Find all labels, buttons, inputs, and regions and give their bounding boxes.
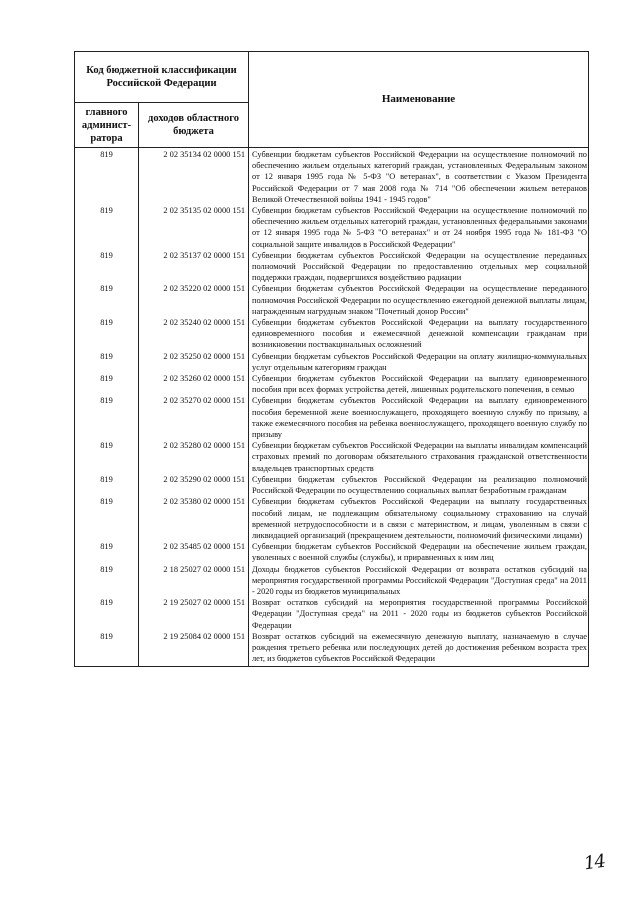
name-cell: Субвенции бюджетам субъектов Российской Федерации на реализацию полномочий Российской Федерации по осуществлению социальных выплат безработным гражданам (249, 474, 589, 496)
name-cell: Доходы бюджетов субъектов Российской Федерации от возврата остатков субсидий на мероприятия государственной программы Российской Федерации "Доступная среда" на 2011 - 2020 годы из бюджетов муниципальных (249, 564, 589, 598)
income-code-cell: 2 02 35290 02 0000 151 (139, 474, 249, 496)
name-cell: Субвенции бюджетам субъектов Российской Федерации на осуществление полномочий по обеспечению жильем отдельных категорий граждан, установленных федеральными законами от 12 января 1995 года № 5-ФЗ "О ветеранах" и от 24 ноября 1995 года № 181-ФЗ "О социальной защите инвалидов в Российской Федерации" (249, 205, 589, 250)
name-cell: Субвенции бюджетам субъектов Российской Федерации на выплату государственного единовременного пособия и ежемесячной денежной компенсации гражданам при возникновении поствакцинальных осложнений (249, 317, 589, 351)
table-header-row (75, 52, 589, 103)
income-code-cell: 2 02 35270 02 0000 151 (139, 395, 249, 440)
table-row (75, 631, 589, 667)
admin-code-cell: 819 (75, 373, 139, 395)
name-cell: Субвенции бюджетам субъектов Российской Федерации на осуществление полномочий по обеспечению жильем отдельных категорий граждан, установленных Федеральным законом от 12 января 1995 года № 5-ФЗ "О ветеранах", в соответствии с Указом Президента Российской Федерации от 7 мая 2008 года № 714 "Об обеспечении жильем ветеранов Великой Отечественной войны 1941 - 1945 годов" (249, 148, 589, 206)
income-code-cell: 2 02 35380 02 0000 151 (139, 496, 249, 541)
income-code-cell: 2 02 35220 02 0000 151 (139, 283, 249, 317)
table-row (75, 597, 589, 631)
header-budget-classification-code: Код бюджетной классификации Российской Федерации (75, 52, 249, 103)
name-cell: Возврат остатков субсидий на мероприятия государственной программы Российской Федерации "Доступная среда" на 2011 - 2020 годы из бюджетов субъектов Российской Федерации (249, 597, 589, 631)
table-row (75, 351, 589, 373)
name-cell: Возврат остатков субсидий на ежемесячную денежную выплату, назначаемую в случае рождения третьего ребенка или последующих детей до достижения ребенком возраста трех лет, из бюджетов субъектов Российской Федерации (249, 631, 589, 667)
admin-code-cell: 819 (75, 496, 139, 541)
income-code-cell: 2 02 35485 02 0000 151 (139, 541, 249, 563)
header-main-administrator: главного админист-ратора (75, 103, 139, 148)
income-code-cell: 2 18 25027 02 0000 151 (139, 564, 249, 598)
income-code-cell: 2 02 35240 02 0000 151 (139, 317, 249, 351)
table-row (75, 250, 589, 284)
income-code-cell: 2 02 35280 02 0000 151 (139, 440, 249, 474)
admin-code-cell: 819 (75, 250, 139, 284)
header-name: Наименование (249, 52, 589, 148)
budget-classification-table (74, 51, 589, 667)
name-cell: Субвенции бюджетам субъектов Российской Федерации на выплату единовременного пособия при всех формах устройства детей, лишенных родительского попечения, в семью (249, 373, 589, 395)
income-code-cell: 2 02 35134 02 0000 151 (139, 148, 249, 206)
header-regional-budget-income: доходов областного бюджета (139, 103, 249, 148)
admin-code-cell: 819 (75, 631, 139, 667)
table-row (75, 395, 589, 440)
name-cell: Субвенции бюджетам субъектов Российской Федерации на осуществление переданного полномочия Российской Федерации по осуществлению ежегодной денежной выплаты лицам, награжденным нагрудным знаком "Почетный донор России" (249, 283, 589, 317)
admin-code-cell: 819 (75, 148, 139, 206)
admin-code-cell: 819 (75, 564, 139, 598)
admin-code-cell: 819 (75, 395, 139, 440)
income-code-cell: 2 02 35135 02 0000 151 (139, 205, 249, 250)
table-row (75, 317, 589, 351)
income-code-cell: 2 02 35137 02 0000 151 (139, 250, 249, 284)
table-row (75, 564, 589, 598)
income-code-cell: 2 02 35260 02 0000 151 (139, 373, 249, 395)
name-cell: Субвенции бюджетам субъектов Российской Федерации на выплаты инвалидам компенсаций страховых премий по договорам обязательного страхования гражданской ответственности владельцев транспортных средств (249, 440, 589, 474)
page-number: 14 (582, 850, 607, 875)
name-cell: Субвенции бюджетам субъектов Российской Федерации на выплату единовременного пособия беременной жене военнослужащего, проходящего военную службу по призыву, а также ежемесячного пособия на ребенка военнослужащего, проходящего военную службу по призыву (249, 395, 589, 440)
income-code-cell: 2 19 25027 02 0000 151 (139, 597, 249, 631)
admin-code-cell: 819 (75, 541, 139, 563)
admin-code-cell: 819 (75, 597, 139, 631)
table-row (75, 283, 589, 317)
table-row (75, 474, 589, 496)
name-cell: Субвенции бюджетам субъектов Российской Федерации на осуществление переданных полномочий Российской Федерации по предоставлению отдельных мер социальной поддержки граждан, подвергшихся воздействию радиации (249, 250, 589, 284)
name-cell: Субвенции бюджетам субъектов Российской Федерации на выплату государственных пособий лицам, не подлежащим обязательному социальному страхованию на случай временной нетрудоспособности и в связи с материнством, и лицам, уволенным в связи с ликвидацией организаций (прекращением деятельности, полномочий физическими лицами) (249, 496, 589, 541)
table-row (75, 440, 589, 474)
table-row (75, 541, 589, 563)
admin-code-cell: 819 (75, 440, 139, 474)
table-body (75, 148, 589, 667)
admin-code-cell: 819 (75, 474, 139, 496)
name-cell: Субвенции бюджетам субъектов Российской Федерации на обеспечение жильем граждан, уволенных с военной службы (службы), и приравненных к ним лиц (249, 541, 589, 563)
name-cell: Субвенции бюджетам субъектов Российской Федерации на оплату жилищно-коммунальных услуг отдельным категориям граждан (249, 351, 589, 373)
table-row (75, 205, 589, 250)
admin-code-cell: 819 (75, 283, 139, 317)
table-row (75, 148, 589, 206)
income-code-cell: 2 02 35250 02 0000 151 (139, 351, 249, 373)
income-code-cell: 2 19 25084 02 0000 151 (139, 631, 249, 667)
admin-code-cell: 819 (75, 351, 139, 373)
admin-code-cell: 819 (75, 205, 139, 250)
admin-code-cell: 819 (75, 317, 139, 351)
table-row (75, 373, 589, 395)
table-row (75, 496, 589, 541)
